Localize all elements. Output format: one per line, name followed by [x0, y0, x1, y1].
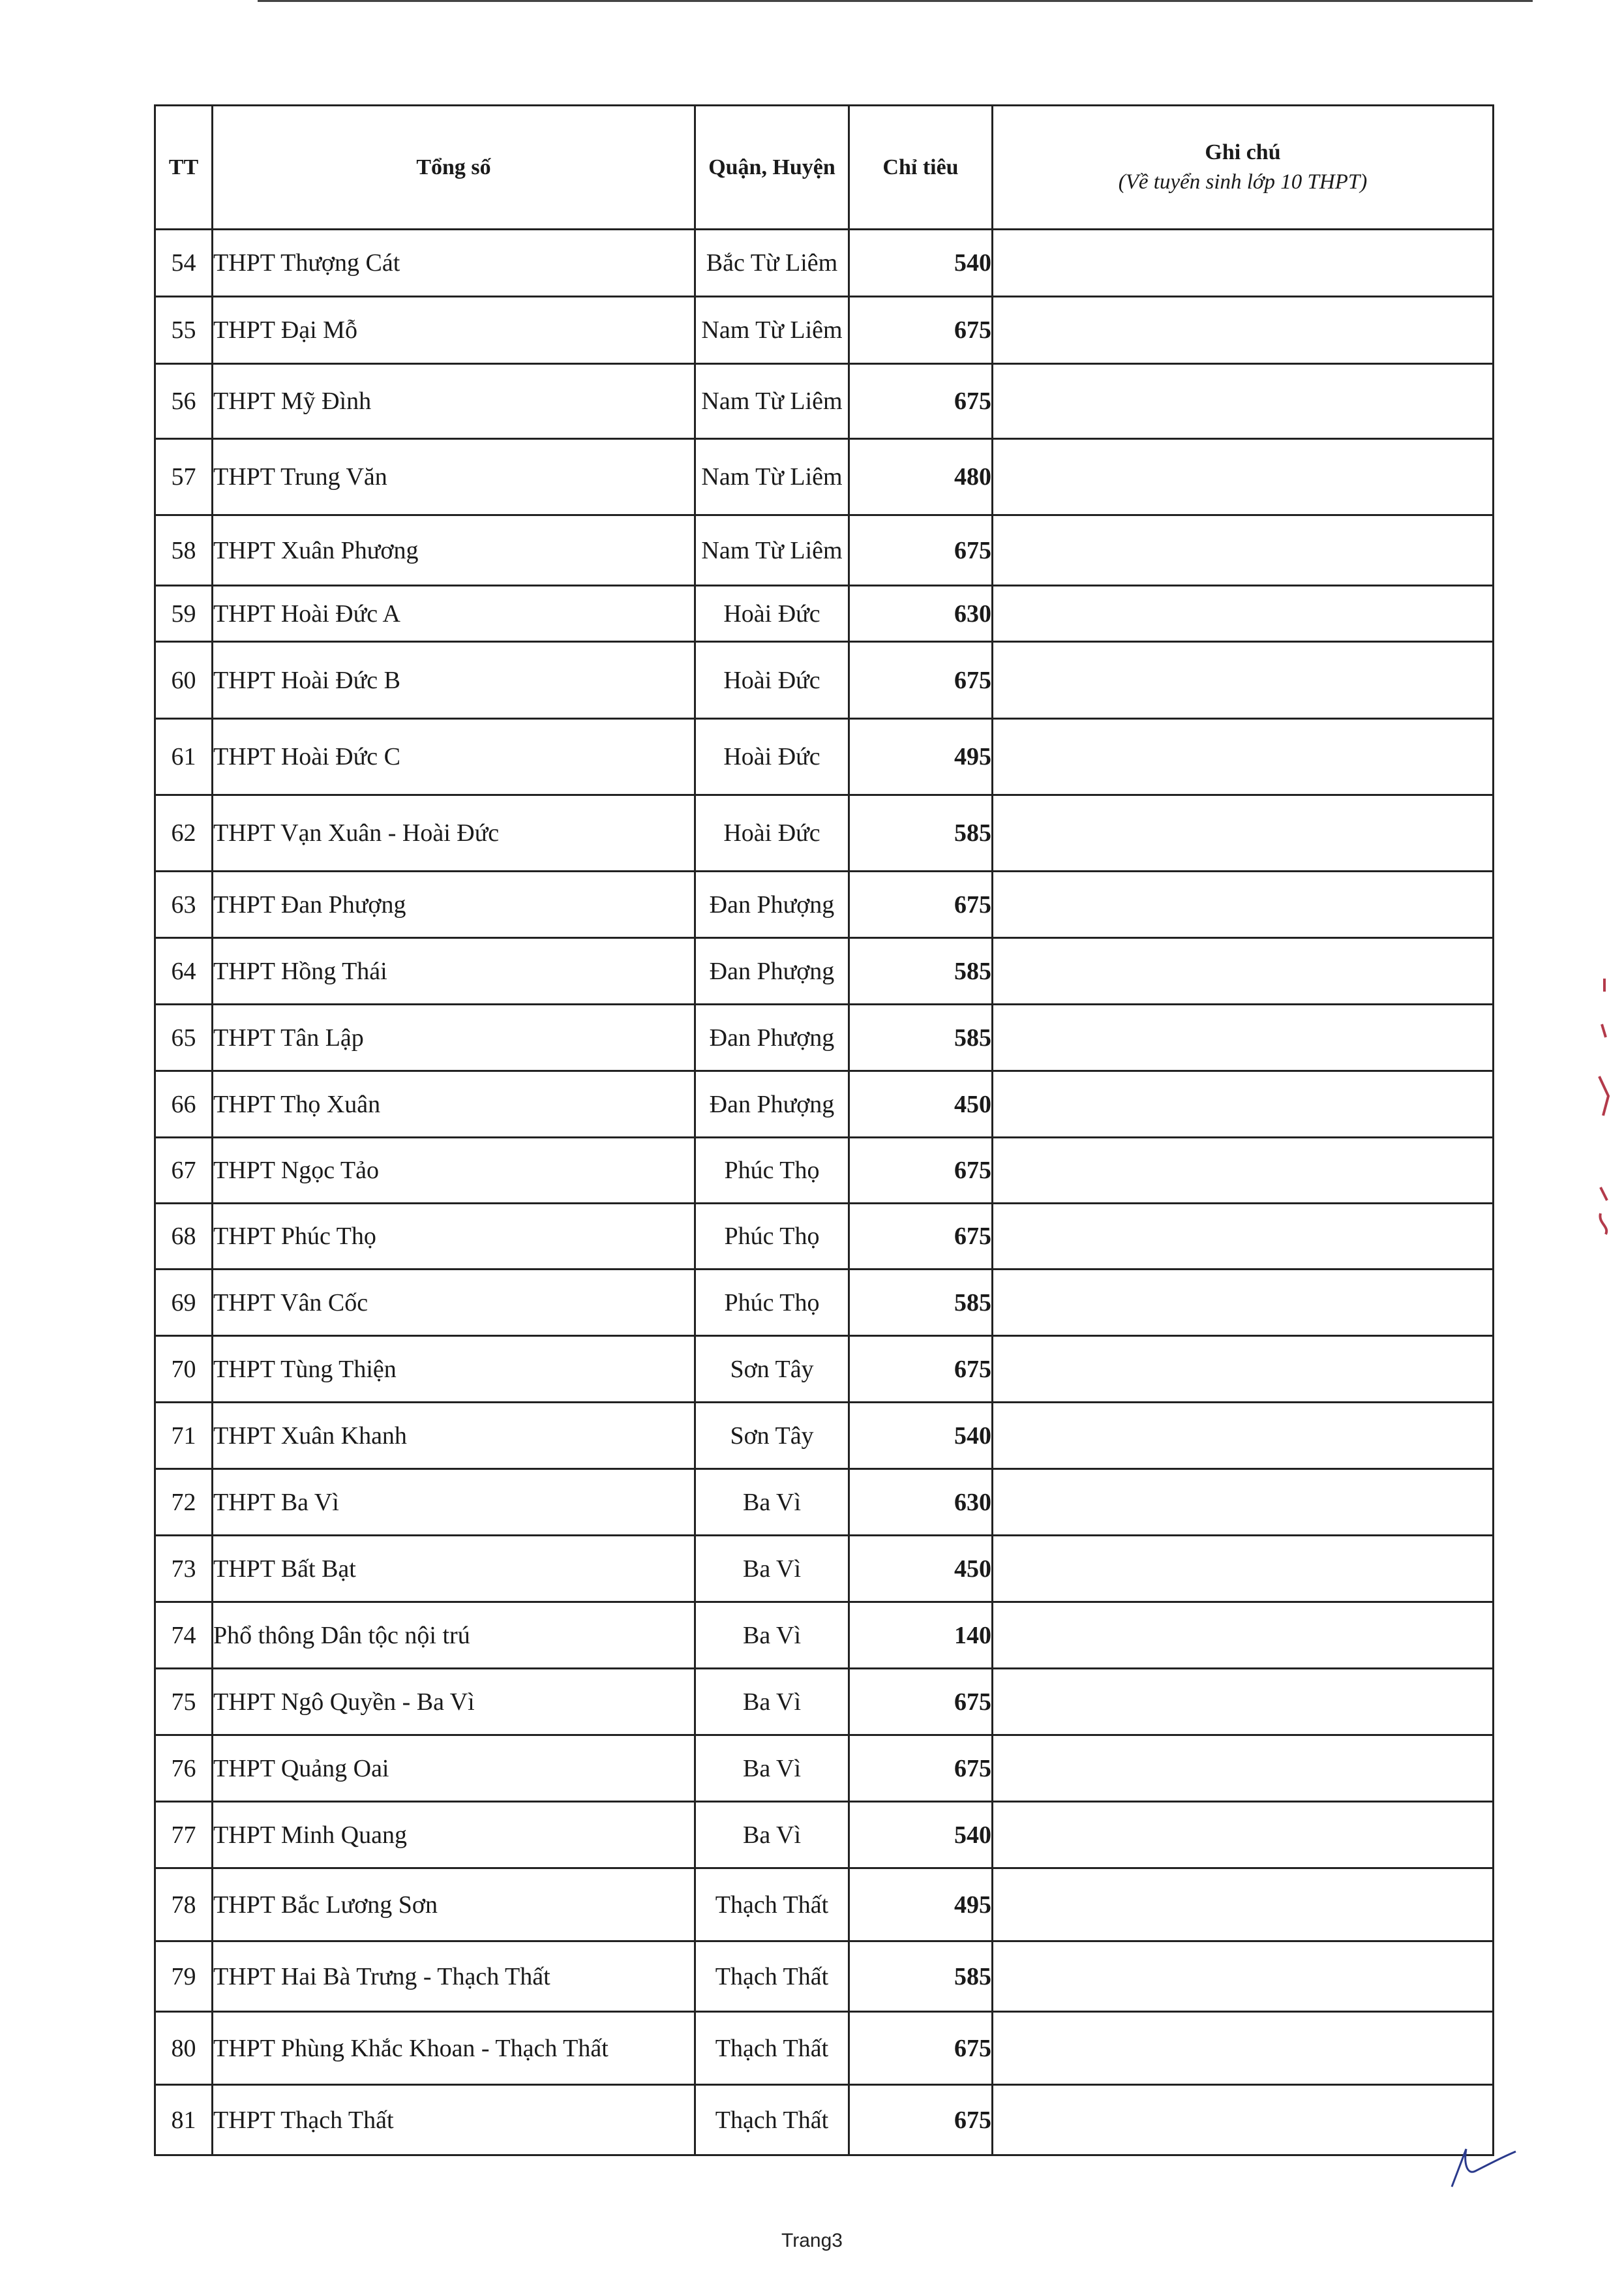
quota-value: 675 [849, 1336, 993, 1403]
district: Đan Phượng [695, 938, 849, 1005]
signature-mark [1448, 2146, 1520, 2192]
row-number: 70 [155, 1336, 213, 1403]
header-note-subtitle: (Về tuyển sinh lớp 10 THPT) [1118, 170, 1368, 194]
district: Ba Vì [695, 1602, 849, 1669]
row-number: 67 [155, 1138, 213, 1204]
district: Hoài Đức [695, 642, 849, 719]
district: Ba Vì [695, 1669, 849, 1735]
row-number: 61 [155, 719, 213, 795]
school-name: THPT Hoài Đức C [213, 719, 695, 795]
district: Đan Phượng [695, 872, 849, 938]
table-header-row [155, 106, 1494, 230]
table-row [155, 1941, 1494, 2012]
note-cell [993, 1941, 1494, 2012]
table-row [155, 872, 1494, 938]
note-cell [993, 1802, 1494, 1868]
note-cell [993, 642, 1494, 719]
row-number: 76 [155, 1735, 213, 1802]
quota-value: 675 [849, 2012, 993, 2085]
row-number: 55 [155, 297, 213, 364]
district: Đan Phượng [695, 1071, 849, 1138]
district: Hoài Đức [695, 795, 849, 872]
note-cell [993, 1536, 1494, 1602]
table-row [155, 1270, 1494, 1336]
district: Nam Từ Liêm [695, 297, 849, 364]
table-row [155, 1735, 1494, 1802]
quota-value: 675 [849, 364, 993, 439]
table-row [155, 515, 1494, 586]
note-cell [993, 1669, 1494, 1735]
quota-value: 675 [849, 1735, 993, 1802]
quota-value: 675 [849, 2085, 993, 2155]
table-row [155, 297, 1494, 364]
school-name: THPT Mỹ Đình [213, 364, 695, 439]
row-number: 60 [155, 642, 213, 719]
school-name: THPT Quảng Oai [213, 1735, 695, 1802]
district: Hoài Đức [695, 719, 849, 795]
note-cell [993, 872, 1494, 938]
table-row [155, 1469, 1494, 1536]
quota-value: 480 [849, 439, 993, 515]
school-name: THPT Tùng Thiện [213, 1336, 695, 1403]
table-row [155, 364, 1494, 439]
district: Phúc Thọ [695, 1204, 849, 1270]
row-number: 74 [155, 1602, 213, 1669]
district: Thạch Thất [695, 1941, 849, 2012]
table-row [155, 1336, 1494, 1403]
note-cell [993, 1469, 1494, 1536]
table-row [155, 1669, 1494, 1735]
district: Ba Vì [695, 1469, 849, 1536]
district: Phúc Thọ [695, 1270, 849, 1336]
enrollment-quota-table [154, 104, 1494, 2156]
quota-value: 675 [849, 1138, 993, 1204]
table-row [155, 439, 1494, 515]
quota-value: 585 [849, 795, 993, 872]
note-cell [993, 1204, 1494, 1270]
school-name: THPT Ngô Quyền - Ba Vì [213, 1669, 695, 1735]
district: Đan Phượng [695, 1005, 849, 1071]
row-number: 66 [155, 1071, 213, 1138]
quota-value: 495 [849, 719, 993, 795]
row-number: 81 [155, 2085, 213, 2155]
quota-value: 450 [849, 1071, 993, 1138]
school-name: THPT Bất Bạt [213, 1536, 695, 1602]
school-name: THPT Minh Quang [213, 1802, 695, 1868]
note-cell [993, 364, 1494, 439]
district: Sơn Tây [695, 1403, 849, 1469]
note-cell [993, 586, 1494, 642]
table-row [155, 1868, 1494, 1941]
table-row [155, 795, 1494, 872]
row-number: 80 [155, 2012, 213, 2085]
note-cell [993, 230, 1494, 297]
district: Bắc Từ Liêm [695, 230, 849, 297]
quota-value: 585 [849, 1005, 993, 1071]
school-name: THPT Đại Mỗ [213, 297, 695, 364]
header-name: Tổng số [213, 106, 695, 230]
district: Nam Từ Liêm [695, 364, 849, 439]
note-cell [993, 1005, 1494, 1071]
district: Thạch Thất [695, 1868, 849, 1941]
quota-value: 540 [849, 1403, 993, 1469]
note-cell [993, 515, 1494, 586]
school-name: THPT Bắc Lương Sơn [213, 1868, 695, 1941]
row-number: 59 [155, 586, 213, 642]
header-tt: TT [155, 106, 213, 230]
note-cell [993, 1071, 1494, 1138]
school-name: THPT Ngọc Tảo [213, 1138, 695, 1204]
row-number: 62 [155, 795, 213, 872]
quota-value: 675 [849, 1669, 993, 1735]
district: Sơn Tây [695, 1336, 849, 1403]
table-row [155, 230, 1494, 297]
note-cell [993, 439, 1494, 515]
school-name: THPT Xuân Khanh [213, 1403, 695, 1469]
quota-value: 675 [849, 515, 993, 586]
row-number: 64 [155, 938, 213, 1005]
table-row [155, 1403, 1494, 1469]
note-cell [993, 938, 1494, 1005]
table-row [155, 586, 1494, 642]
district: Nam Từ Liêm [695, 439, 849, 515]
note-cell [993, 1602, 1494, 1669]
quota-value: 675 [849, 297, 993, 364]
quota-value: 585 [849, 1270, 993, 1336]
table-body [155, 230, 1494, 2155]
school-name: THPT Thọ Xuân [213, 1071, 695, 1138]
note-cell [993, 719, 1494, 795]
quota-value: 540 [849, 1802, 993, 1868]
district: Ba Vì [695, 1536, 849, 1602]
row-number: 58 [155, 515, 213, 586]
row-number: 75 [155, 1669, 213, 1735]
row-number: 65 [155, 1005, 213, 1071]
row-number: 78 [155, 1868, 213, 1941]
school-name: THPT Thạch Thất [213, 2085, 695, 2155]
note-cell [993, 297, 1494, 364]
row-number: 68 [155, 1204, 213, 1270]
quota-value: 585 [849, 1941, 993, 2012]
note-cell [993, 1336, 1494, 1403]
school-name: THPT Phúc Thọ [213, 1204, 695, 1270]
table-row [155, 1138, 1494, 1204]
district: Ba Vì [695, 1802, 849, 1868]
table-row [155, 938, 1494, 1005]
header-quota: Chỉ tiêu [849, 106, 993, 230]
table-row [155, 642, 1494, 719]
row-number: 69 [155, 1270, 213, 1336]
school-name: THPT Hoài Đức B [213, 642, 695, 719]
school-name: THPT Hai Bà Trưng - Thạch Thất [213, 1941, 695, 2012]
quota-value: 630 [849, 586, 993, 642]
quota-value: 450 [849, 1536, 993, 1602]
note-cell [993, 2085, 1494, 2155]
table-row [155, 2085, 1494, 2155]
header-note-title: Ghi chú [1205, 140, 1281, 164]
row-number: 63 [155, 872, 213, 938]
row-number: 77 [155, 1802, 213, 1868]
table-row [155, 719, 1494, 795]
district: Nam Từ Liêm [695, 515, 849, 586]
row-number: 79 [155, 1941, 213, 2012]
row-number: 56 [155, 364, 213, 439]
school-name: THPT Xuân Phương [213, 515, 695, 586]
school-name: THPT Đan Phượng [213, 872, 695, 938]
note-cell [993, 1735, 1494, 1802]
district: Thạch Thất [695, 2012, 849, 2085]
school-name: THPT Thượng Cát [213, 230, 695, 297]
quota-value: 675 [849, 642, 993, 719]
row-number: 73 [155, 1536, 213, 1602]
school-name: THPT Vạn Xuân - Hoài Đức [213, 795, 695, 872]
school-name: THPT Trung Văn [213, 439, 695, 515]
table-row [155, 1802, 1494, 1868]
note-cell [993, 1270, 1494, 1336]
school-name: Phổ thông Dân tộc nội trú [213, 1602, 695, 1669]
row-number: 72 [155, 1469, 213, 1536]
quota-value: 630 [849, 1469, 993, 1536]
school-name: THPT Phùng Khắc Khoan - Thạch Thất [213, 2012, 695, 2085]
note-cell [993, 1138, 1494, 1204]
note-cell [993, 2012, 1494, 2085]
note-cell [993, 1403, 1494, 1469]
row-number: 54 [155, 230, 213, 297]
district: Hoài Đức [695, 586, 849, 642]
district: Phúc Thọ [695, 1138, 849, 1204]
quota-value: 495 [849, 1868, 993, 1941]
header-note [993, 106, 1494, 230]
table-row [155, 1602, 1494, 1669]
table-row [155, 1536, 1494, 1602]
row-number: 57 [155, 439, 213, 515]
table-row [155, 1204, 1494, 1270]
school-name: THPT Vân Cốc [213, 1270, 695, 1336]
page-number: Trang3 [781, 2230, 843, 2251]
school-name: THPT Tân Lập [213, 1005, 695, 1071]
district: Ba Vì [695, 1735, 849, 1802]
table-row [155, 1005, 1494, 1071]
school-name: THPT Hoài Đức A [213, 586, 695, 642]
note-cell [993, 1868, 1494, 1941]
school-name: THPT Hồng Thái [213, 938, 695, 1005]
quota-value: 675 [849, 872, 993, 938]
quota-value: 540 [849, 230, 993, 297]
table-row [155, 2012, 1494, 2085]
top-rule [258, 0, 1533, 2]
row-number: 71 [155, 1403, 213, 1469]
table-row [155, 1071, 1494, 1138]
school-name: THPT Ba Vì [213, 1469, 695, 1536]
quota-value: 675 [849, 1204, 993, 1270]
note-cell [993, 795, 1494, 872]
header-district: Quận, Huyện [695, 106, 849, 230]
quota-value: 140 [849, 1602, 993, 1669]
quota-value: 585 [849, 938, 993, 1005]
stamp-edge-marks [1591, 966, 1617, 1240]
district: Thạch Thất [695, 2085, 849, 2155]
